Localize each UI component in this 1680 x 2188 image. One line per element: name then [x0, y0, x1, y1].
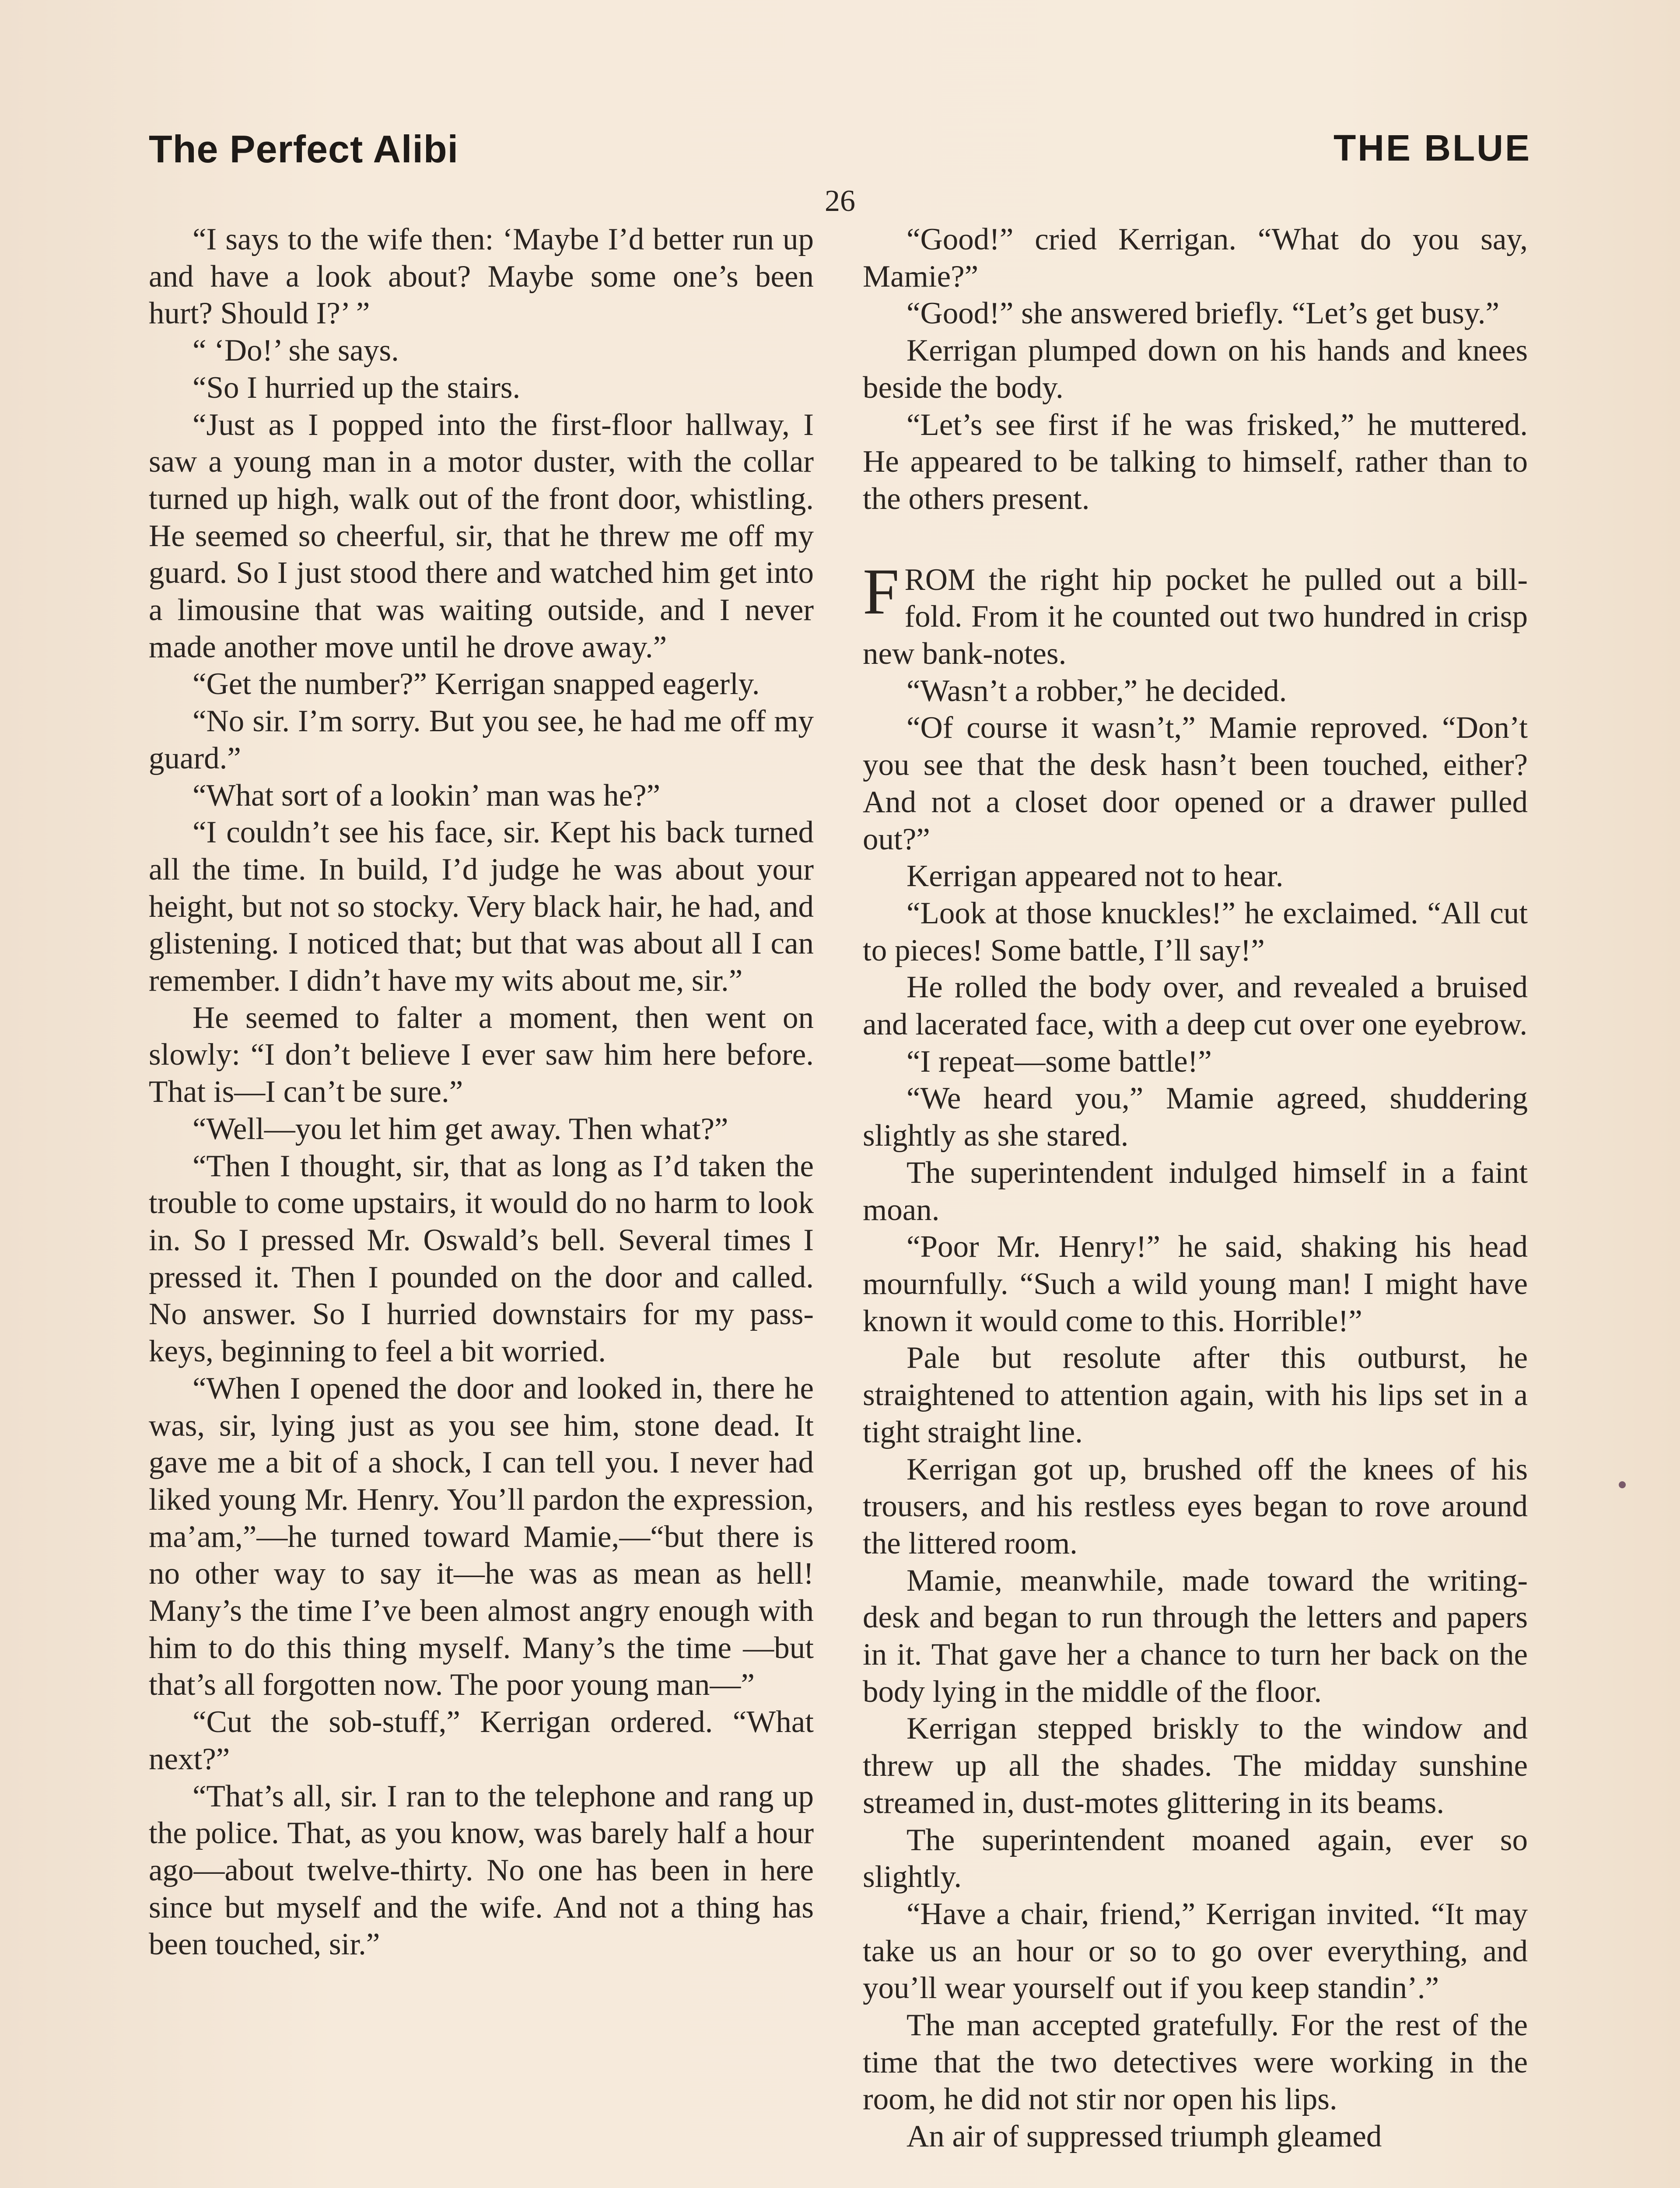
paragraph: Kerrigan got up, brushed off the knees of his trousers, and his restless eyes began to rove around the littered room.: [863, 1452, 1528, 1560]
paragraph: “I says to the wife then: ‘Maybe I’d better run up and have a look about? Maybe some one’s been hurt? Should I?’ ”: [149, 222, 814, 331]
drop-cap-initial: F: [863, 555, 900, 628]
paragraph: “Good!” cried Kerrigan. “What do you say, Mamie?”: [863, 222, 1528, 294]
paragraph: “Let’s see first if he was frisked,” he muttered. He appeared to be talking to himself, rather than to the others present.: [863, 407, 1528, 516]
paragraph: Mamie, meanwhile, made toward the writing-desk and began to run through the letters and papers in it. That gave her a chance to turn her back on the body lying in the middle of the floor.: [863, 1563, 1528, 1709]
paragraph: “Then I thought, sir, that as long as I’d taken the trouble to come upstairs, it would do no harm to look in. So I pressed Mr. Oswald’s bell. Several times I pressed it. Then I pounded on the door and called. No answer. So I hurried downstairs for my pass-keys, beginning to feel a bit worried.: [149, 1149, 814, 1369]
paragraph: “ ‘Do!’ she says.: [192, 333, 399, 368]
right-column: [863, 221, 1528, 2155]
paragraph: “Just as I popped into the first-floor hallway, I saw a young man in a motor duster, with the collar turned up high, walk out of the front door, whistling. He seemed so cheerful, sir, that he threw me off my guard. So I just stood there and watched him get into a limousine that was waiting outside, and I never made another move until he drove away.”: [149, 407, 814, 664]
paragraph: “I couldn’t see his face, sir. Kept his back turned all the time. In build, I’d judge he was about your height, but not so stocky. Very black hair, he had, and glistening. I noticed that; but that was about all I can remember. I didn’t have my wits about me, sir.”: [149, 815, 814, 998]
paragraph: “Good!” she answered briefly. “Let’s get busy.”: [906, 296, 1500, 331]
paragraph: “Of course it wasn’t,” Mamie reproved. “Don’t you see that the desk hasn’t been touched, either? And not a closet door opened or a drawer pulled out?”: [863, 711, 1528, 856]
magazine-section-title: THE BLUE: [1334, 127, 1531, 168]
paragraph: “I repeat—some battle!”: [906, 1044, 1212, 1079]
section-opening-paragraph: [863, 555, 1528, 673]
paragraph: The superintendent moaned again, ever so slightly.: [863, 1823, 1528, 1894]
left-column: [149, 221, 814, 1963]
ink-speck: [1619, 1481, 1626, 1488]
paragraph: “That’s all, sir. I ran to the telephone and rang up the police. That, as you know, was barely half a hour ago—about twelve-thirty. No one has been in here since but myself and the wife. And not a thing has been touched, sir.”: [149, 1779, 814, 1962]
paragraph: “Have a chair, friend,” Kerrigan invited. “It may take us an hour or so to go over everything, and you’ll wear yourself out if you keep standin’.”: [863, 1897, 1528, 2006]
paragraph: An air of suppressed triumph gleamed: [906, 2119, 1382, 2154]
paragraph: Kerrigan stepped briskly to the window and threw up all the shades. The midday sunshine streamed in, dust-motes glittering in its beams.: [863, 1711, 1528, 1820]
paragraph: “When I opened the door and looked in, there he was, sir, lying just as you see him, stone dead. It gave me a bit of a shock, I can tell you. I never had liked young Mr. Henry. You’ll pardon the expression, ma’am,”—he turned toward Mamie,—“but there is no other way to say it—he was as mean as hell! Many’s the time I’ve been almost angry enough with him to do this thing myself. Many’s the time —but that’s all forgotten now. The poor young man—”: [149, 1371, 814, 1702]
paragraph: “What sort of a lookin’ man was he?”: [192, 778, 661, 813]
paragraph: The man accepted gratefully. For the rest of the time that the two detectives were working in the room, he did not stir nor open his lips.: [863, 2008, 1528, 2117]
paragraph: “Wasn’t a robber,” he decided.: [906, 673, 1287, 708]
paragraph: “Cut the sob-stuff,” Kerrigan ordered. “What next?”: [149, 1705, 814, 1776]
page-number: 26: [825, 184, 855, 218]
paragraph: “Get the number?” Kerrigan snapped eagerly.: [192, 667, 760, 701]
paragraph: Pale but resolute after this outburst, he straightened to attention again, with his lips set in a tight straight line.: [863, 1341, 1528, 1449]
paragraph: He rolled the body over, and revealed a bruised and lacerated face, with a deep cut over one eyebrow.: [863, 970, 1528, 1042]
story-title: The Perfect Alibi: [149, 127, 459, 171]
paragraph: “Well—you let him get away. Then what?”: [192, 1112, 728, 1146]
paragraph: “Poor Mr. Henry!” he said, shaking his head mournfully. “Such a wild young man! I might have known it would come to this. Horrible!”: [863, 1230, 1528, 1338]
paragraph: “Look at those knuckles!” he exclaimed. “All cut to pieces! Some battle, I’ll say!”: [863, 896, 1528, 968]
dropcap-paragraph-text: ROM the right hip pocket he pulled out a bill-fold. From it he counted out two hundred in crisp new bank-notes.: [863, 562, 1528, 671]
paragraph: Kerrigan appeared not to hear.: [906, 859, 1284, 894]
paragraph: The superintendent indulged himself in a faint moan.: [863, 1155, 1528, 1227]
paragraph: “So I hurried up the stairs.: [192, 370, 521, 405]
running-head: [0, 127, 1680, 179]
paragraph: He seemed to falter a moment, then went on slowly: “I don’t believe I ever saw him here before. That is—I can’t be sure.”: [149, 1000, 814, 1109]
paragraph: Kerrigan plumped down on his hands and knees beside the body.: [863, 333, 1528, 405]
paragraph: “No sir. I’m sorry. But you see, he had me off my guard.”: [149, 704, 814, 775]
paragraph: “We heard you,” Mamie agreed, shuddering slightly as she stared.: [863, 1081, 1528, 1153]
